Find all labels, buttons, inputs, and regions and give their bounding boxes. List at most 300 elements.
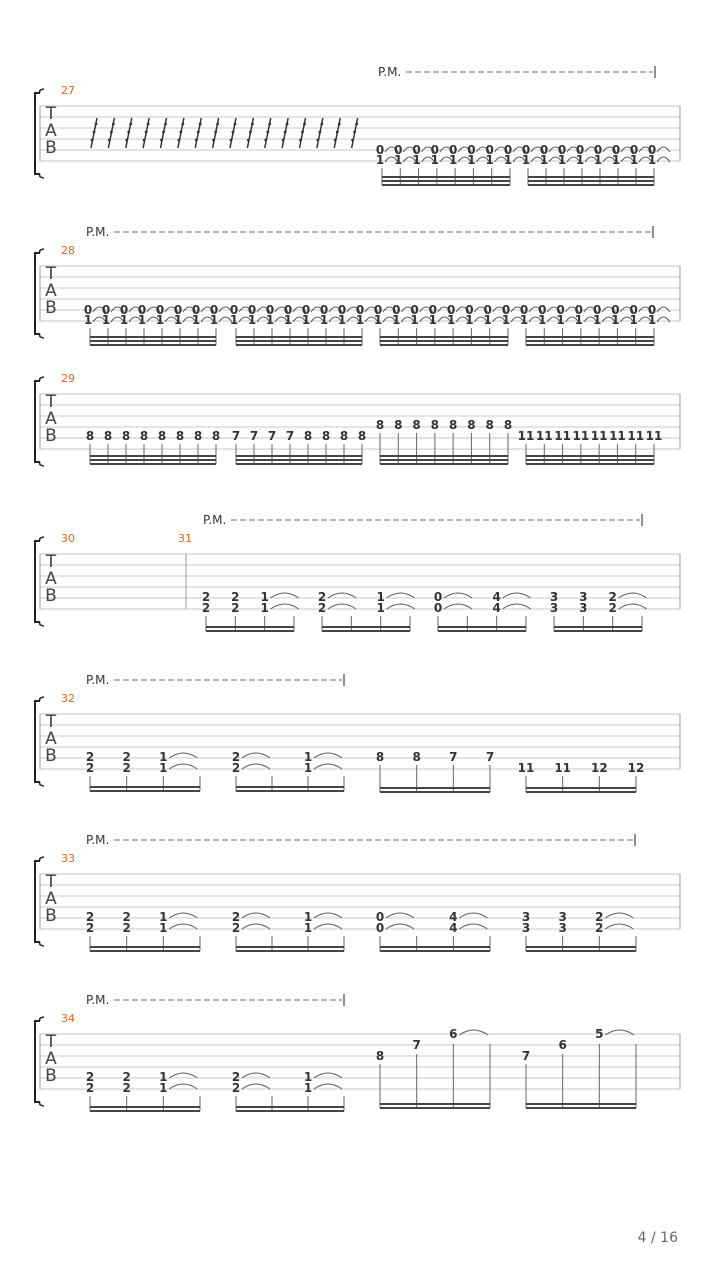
fret-number: 1 <box>410 313 419 327</box>
fret-number: 7 <box>521 1049 531 1063</box>
tie-arc <box>169 924 197 929</box>
slash-dot <box>110 131 113 134</box>
tab-clef-letter: B <box>45 1066 57 1086</box>
fret-number: 8 <box>211 429 221 443</box>
tie-arc <box>619 604 647 609</box>
system-bracket <box>35 541 40 622</box>
fret-number: 2 <box>231 910 241 924</box>
fret-number: 1 <box>519 313 529 327</box>
fret-number: 1 <box>647 153 657 167</box>
fret-number: 1 <box>611 153 621 167</box>
fret-number: 8 <box>321 429 331 443</box>
bracket-hook <box>40 942 45 946</box>
tie-arc <box>444 593 472 598</box>
fret-number: 1 <box>209 313 219 327</box>
tie-arc <box>314 1073 342 1078</box>
fret-number: 1 <box>430 153 440 167</box>
fret-number: 1 <box>629 153 639 167</box>
tab-clef-letter: A <box>45 729 57 749</box>
fret-number: 0 <box>539 143 549 157</box>
fret-number: 1 <box>155 313 165 327</box>
bracket-hook <box>40 857 45 861</box>
measure-number: 31 <box>178 532 192 545</box>
fret-number: 12 <box>627 761 645 775</box>
fret-number: 0 <box>373 303 383 317</box>
tie-arc <box>503 593 531 598</box>
fret-number: 1 <box>538 313 547 327</box>
measure-number: 29 <box>61 372 75 385</box>
slash-dot <box>91 139 94 142</box>
fret-number: 8 <box>375 418 385 432</box>
fret-number: 0 <box>355 303 365 317</box>
tab-clef-letter: T <box>45 1032 57 1052</box>
slash-dot <box>264 139 267 142</box>
slash-dot <box>125 139 128 142</box>
fret-number: 0 <box>173 303 183 317</box>
rhythm-slash <box>125 118 132 148</box>
fret-number: 1 <box>173 313 183 327</box>
slash-dot <box>93 131 96 134</box>
fret-number: 0 <box>556 303 565 317</box>
tie-arc <box>242 1073 270 1078</box>
fret-number: 1 <box>303 750 313 764</box>
fret-number: 1 <box>373 313 383 327</box>
fret-number: 2 <box>122 910 131 924</box>
fret-number: 0 <box>611 143 621 157</box>
slash-dot <box>284 131 287 134</box>
measure-number: 33 <box>61 852 75 865</box>
fret-number: 11 <box>517 761 535 775</box>
tab-clef-letter: T <box>45 552 57 572</box>
fret-number: 8 <box>448 418 458 432</box>
fret-number: 0 <box>465 303 474 317</box>
palm-mute <box>86 993 344 1007</box>
tab-clef-letter: A <box>45 889 57 909</box>
system-bracket <box>35 1021 40 1102</box>
slash-dot <box>303 123 306 126</box>
fret-number: 4 <box>449 921 458 935</box>
tab-clef-letter: T <box>45 264 57 284</box>
pm-label: P.M. <box>378 65 402 79</box>
slash-dot <box>336 131 339 134</box>
fret-number: 3 <box>579 590 588 604</box>
fret-number: 2 <box>201 590 211 604</box>
fret-number: 1 <box>119 313 129 327</box>
fret-number: 0 <box>101 303 111 317</box>
fret-number: 0 <box>375 143 385 157</box>
fret-number: 11 <box>554 761 572 775</box>
slash-dot <box>301 131 304 134</box>
fret-number: 1 <box>428 313 438 327</box>
slash-dot <box>268 123 271 126</box>
tab-staff <box>35 1017 680 1106</box>
fret-number: 11 <box>645 429 663 443</box>
tie-arc <box>386 913 414 918</box>
fret-number: 1 <box>159 1070 168 1084</box>
fret-number: 1 <box>159 761 168 775</box>
tie-arc <box>314 1084 342 1089</box>
system-bracket <box>35 93 40 174</box>
fret-number: 11 <box>572 429 590 443</box>
fret-number: 7 <box>412 1038 421 1052</box>
tie-arc <box>386 924 414 929</box>
fret-number: 1 <box>483 313 492 327</box>
palm-mute <box>203 513 642 527</box>
rhythm-slash <box>282 118 289 148</box>
rhythm-slash <box>177 118 184 148</box>
slash-dot <box>143 139 146 142</box>
pm-label: P.M. <box>86 833 110 847</box>
fret-number: 2 <box>595 910 604 924</box>
tie-arc <box>605 924 633 929</box>
fret-number: 7 <box>249 429 259 443</box>
fret-number: 1 <box>283 313 293 327</box>
fret-number: 8 <box>467 418 476 432</box>
fret-number: 2 <box>122 750 131 764</box>
rhythm-slash <box>299 118 306 148</box>
fret-number: 1 <box>485 153 494 167</box>
fret-number: 0 <box>247 303 257 317</box>
measure-number: 27 <box>61 84 75 97</box>
fret-number: 0 <box>265 303 275 317</box>
fret-number: 0 <box>647 143 657 157</box>
fret-number: 1 <box>556 313 565 327</box>
slash-dot <box>282 139 285 142</box>
fret-number: 0 <box>392 303 401 317</box>
fret-number: 2 <box>122 921 131 935</box>
fret-number: 8 <box>103 429 113 443</box>
tab-staff <box>35 377 680 466</box>
fret-number: 2 <box>608 590 617 604</box>
fret-number: 0 <box>467 143 476 157</box>
fret-number: 1 <box>521 153 531 167</box>
fret-number: 7 <box>231 429 241 443</box>
slash-dot <box>247 139 250 142</box>
tab-staff <box>35 697 680 786</box>
slash-dot <box>112 123 115 126</box>
fret-number: 1 <box>229 313 239 327</box>
bracket-hook <box>40 249 45 253</box>
fret-number: 2 <box>231 750 241 764</box>
fret-number: 1 <box>260 601 269 615</box>
bracket-hook <box>40 697 45 701</box>
fret-number: 2 <box>85 1070 95 1084</box>
fret-number: 2 <box>85 1081 95 1095</box>
fret-number: 0 <box>592 303 602 317</box>
slash-dot <box>127 131 130 134</box>
fret-number: 8 <box>394 418 403 432</box>
fret-number: 3 <box>549 590 559 604</box>
fret-number: 2 <box>122 1081 131 1095</box>
fret-number: 0 <box>155 303 165 317</box>
fret-number: 1 <box>83 313 93 327</box>
fret-number: 3 <box>558 910 567 924</box>
fret-number: 0 <box>629 303 638 317</box>
tie-arc <box>605 913 633 918</box>
fret-number: 1 <box>101 313 111 327</box>
slash-dot <box>251 123 254 126</box>
fret-number: 1 <box>260 590 269 604</box>
fret-number: 0 <box>433 601 443 615</box>
fret-number: 0 <box>430 143 440 157</box>
slash-dot <box>214 131 217 134</box>
slash-dot <box>318 131 321 134</box>
system-bracket <box>35 253 40 334</box>
fret-number: 1 <box>467 153 476 167</box>
tab-clef-letter: A <box>45 1049 57 1069</box>
fret-number: 8 <box>412 750 421 764</box>
fret-number: 3 <box>558 921 567 935</box>
tie-arc <box>169 753 197 758</box>
fret-number: 1 <box>337 313 347 327</box>
fret-number: 1 <box>376 590 385 604</box>
system-bracket <box>35 381 40 462</box>
fret-number: 2 <box>231 761 241 775</box>
slash-dot <box>197 131 200 134</box>
slash-dot <box>177 139 180 142</box>
fret-number: 8 <box>412 418 421 432</box>
fret-number: 2 <box>231 601 240 615</box>
fret-number: 2 <box>317 601 327 615</box>
bracket-hook <box>40 377 45 381</box>
fret-number: 0 <box>301 303 311 317</box>
fret-number: 1 <box>159 921 168 935</box>
fret-number: 1 <box>392 313 401 327</box>
fret-number: 0 <box>83 303 93 317</box>
fret-number: 1 <box>375 153 385 167</box>
tie-arc <box>271 604 299 609</box>
fret-number: 1 <box>394 153 403 167</box>
fret-number: 2 <box>231 1070 241 1084</box>
tab-clef-letter: T <box>45 392 57 412</box>
fret-number: 1 <box>593 153 603 167</box>
measure-number: 32 <box>61 692 75 705</box>
fret-number: 2 <box>317 590 327 604</box>
fret-number: 2 <box>122 1070 131 1084</box>
tie-arc <box>328 604 356 609</box>
fret-number: 7 <box>485 750 495 764</box>
fret-number: 0 <box>394 143 403 157</box>
tie-arc <box>242 1084 270 1089</box>
tie-arc <box>444 604 472 609</box>
tie-arc <box>503 604 531 609</box>
tie-arc <box>242 924 270 929</box>
tie-arc <box>314 753 342 758</box>
fret-number: 2 <box>231 1081 241 1095</box>
fret-number: 1 <box>376 601 385 615</box>
tie-arc <box>314 764 342 769</box>
fret-number: 8 <box>193 429 203 443</box>
pm-label: P.M. <box>86 993 110 1007</box>
measure-number: 34 <box>61 1012 75 1025</box>
fret-number: 0 <box>485 143 494 157</box>
system-bracket <box>35 861 40 942</box>
fret-number: 11 <box>627 429 645 443</box>
fret-number: 1 <box>465 313 474 327</box>
slash-dot <box>334 139 337 142</box>
fret-number: 0 <box>410 303 419 317</box>
bracket-hook <box>40 782 45 786</box>
slash-dot <box>181 123 184 126</box>
fret-number: 1 <box>446 313 456 327</box>
rhythm-slash <box>143 118 150 148</box>
rhythm-slash <box>195 118 202 148</box>
rhythm-slash <box>351 118 358 148</box>
palm-mute <box>86 833 635 847</box>
fret-number: 0 <box>191 303 201 317</box>
slash-dot <box>129 123 132 126</box>
fret-number: 0 <box>501 303 511 317</box>
tie-arc <box>459 924 487 929</box>
system-bracket <box>35 701 40 782</box>
fret-number: 1 <box>611 313 620 327</box>
fret-number: 2 <box>85 921 95 935</box>
tab-clef-letter: B <box>45 426 57 446</box>
fret-number: 8 <box>357 429 367 443</box>
fret-number: 1 <box>448 153 458 167</box>
fret-number: 0 <box>647 303 657 317</box>
tie-arc <box>169 1084 197 1089</box>
fret-number: 1 <box>557 153 567 167</box>
page-number: 4 / 16 <box>637 1230 678 1246</box>
rhythm-slash <box>160 118 167 148</box>
tie-arc <box>271 593 299 598</box>
fret-number: 2 <box>122 761 131 775</box>
fret-number: 1 <box>303 921 313 935</box>
fret-number: 0 <box>137 303 147 317</box>
fret-number: 0 <box>119 303 129 317</box>
bracket-hook <box>40 622 45 626</box>
fret-number: 4 <box>492 590 501 604</box>
tab-clef-letter: A <box>45 569 57 589</box>
fret-number: 12 <box>590 761 608 775</box>
tie-arc <box>328 593 356 598</box>
fret-number: 6 <box>558 1038 567 1052</box>
slash-dot <box>195 139 198 142</box>
fret-number: 8 <box>485 418 494 432</box>
fret-number: 2 <box>201 601 211 615</box>
tie-arc <box>169 764 197 769</box>
pm-label: P.M. <box>86 225 110 239</box>
fret-number: 1 <box>503 153 513 167</box>
fret-number: 0 <box>337 303 347 317</box>
fret-number: 1 <box>303 910 313 924</box>
bracket-hook <box>40 334 45 338</box>
tab-clef-letter: A <box>45 121 57 141</box>
measure-number: 28 <box>61 244 75 257</box>
slash-dot <box>199 123 202 126</box>
fret-number: 0 <box>519 303 529 317</box>
rhythm-slash <box>334 118 341 148</box>
slash-dot <box>338 123 341 126</box>
fret-number: 0 <box>574 303 584 317</box>
bracket-hook <box>40 462 45 466</box>
fret-number: 8 <box>157 429 167 443</box>
fret-number: 3 <box>579 601 588 615</box>
fret-number: 0 <box>521 143 531 157</box>
slash-dot <box>320 123 323 126</box>
fret-number: 1 <box>191 313 201 327</box>
slash-dot <box>355 123 358 126</box>
fret-number: 1 <box>303 1070 313 1084</box>
tie-arc <box>242 913 270 918</box>
fret-number: 1 <box>574 313 584 327</box>
fret-number: 11 <box>535 429 553 443</box>
palm-mute <box>86 225 653 239</box>
fret-number: 8 <box>303 429 313 443</box>
slash-dot <box>160 139 163 142</box>
fret-number: 2 <box>85 910 95 924</box>
bracket-hook <box>40 89 45 93</box>
fret-number: 0 <box>433 590 443 604</box>
tab-clef-letter: B <box>45 906 57 926</box>
fret-number: 1 <box>159 1081 168 1095</box>
rhythm-slash <box>247 118 254 148</box>
slash-dot <box>212 139 215 142</box>
tab-clef-letter: B <box>45 298 57 318</box>
fret-number: 11 <box>517 429 535 443</box>
rhythm-slash <box>91 118 98 148</box>
fret-number: 1 <box>137 313 147 327</box>
fret-number: 1 <box>265 313 275 327</box>
fret-number: 3 <box>521 910 531 924</box>
fret-number: 1 <box>355 313 365 327</box>
fret-number: 2 <box>608 601 617 615</box>
fret-number: 8 <box>85 429 95 443</box>
fret-number: 0 <box>375 921 385 935</box>
fret-number: 1 <box>592 313 602 327</box>
rhythm-slash <box>108 118 115 148</box>
slash-dot <box>351 139 354 142</box>
fret-number: 1 <box>303 761 313 775</box>
fret-number: 0 <box>448 143 458 157</box>
tie-arc <box>459 913 487 918</box>
fret-number: 2 <box>231 921 241 935</box>
fret-number: 1 <box>247 313 257 327</box>
tie-arc <box>242 764 270 769</box>
rhythm-slash <box>230 118 237 148</box>
fret-number: 0 <box>483 303 492 317</box>
tie-arc <box>387 604 415 609</box>
fret-number: 3 <box>521 921 531 935</box>
fret-number: 2 <box>595 921 604 935</box>
tie-arc <box>242 753 270 758</box>
fret-number: 11 <box>590 429 608 443</box>
tie-arc <box>314 913 342 918</box>
fret-number: 7 <box>449 750 458 764</box>
tie-arc <box>169 1073 197 1078</box>
slash-dot <box>95 123 98 126</box>
slash-dot <box>299 139 302 142</box>
fret-number: 0 <box>503 143 513 157</box>
tab-clef-letter: T <box>45 712 57 732</box>
rhythm-slash <box>212 118 219 148</box>
fret-number: 0 <box>446 303 456 317</box>
bracket-hook <box>40 537 45 541</box>
fret-number: 1 <box>303 1081 313 1095</box>
fret-number: 6 <box>449 1027 458 1041</box>
fret-number: 4 <box>492 601 501 615</box>
fret-number: 8 <box>375 1049 385 1063</box>
fret-number: 1 <box>629 313 638 327</box>
slash-dot <box>162 131 165 134</box>
slash-dot <box>234 123 237 126</box>
tie-arc <box>314 924 342 929</box>
tab-clef-letter: T <box>45 872 57 892</box>
fret-number: 0 <box>283 303 293 317</box>
fret-number: 0 <box>575 143 585 157</box>
bracket-hook <box>40 174 45 178</box>
